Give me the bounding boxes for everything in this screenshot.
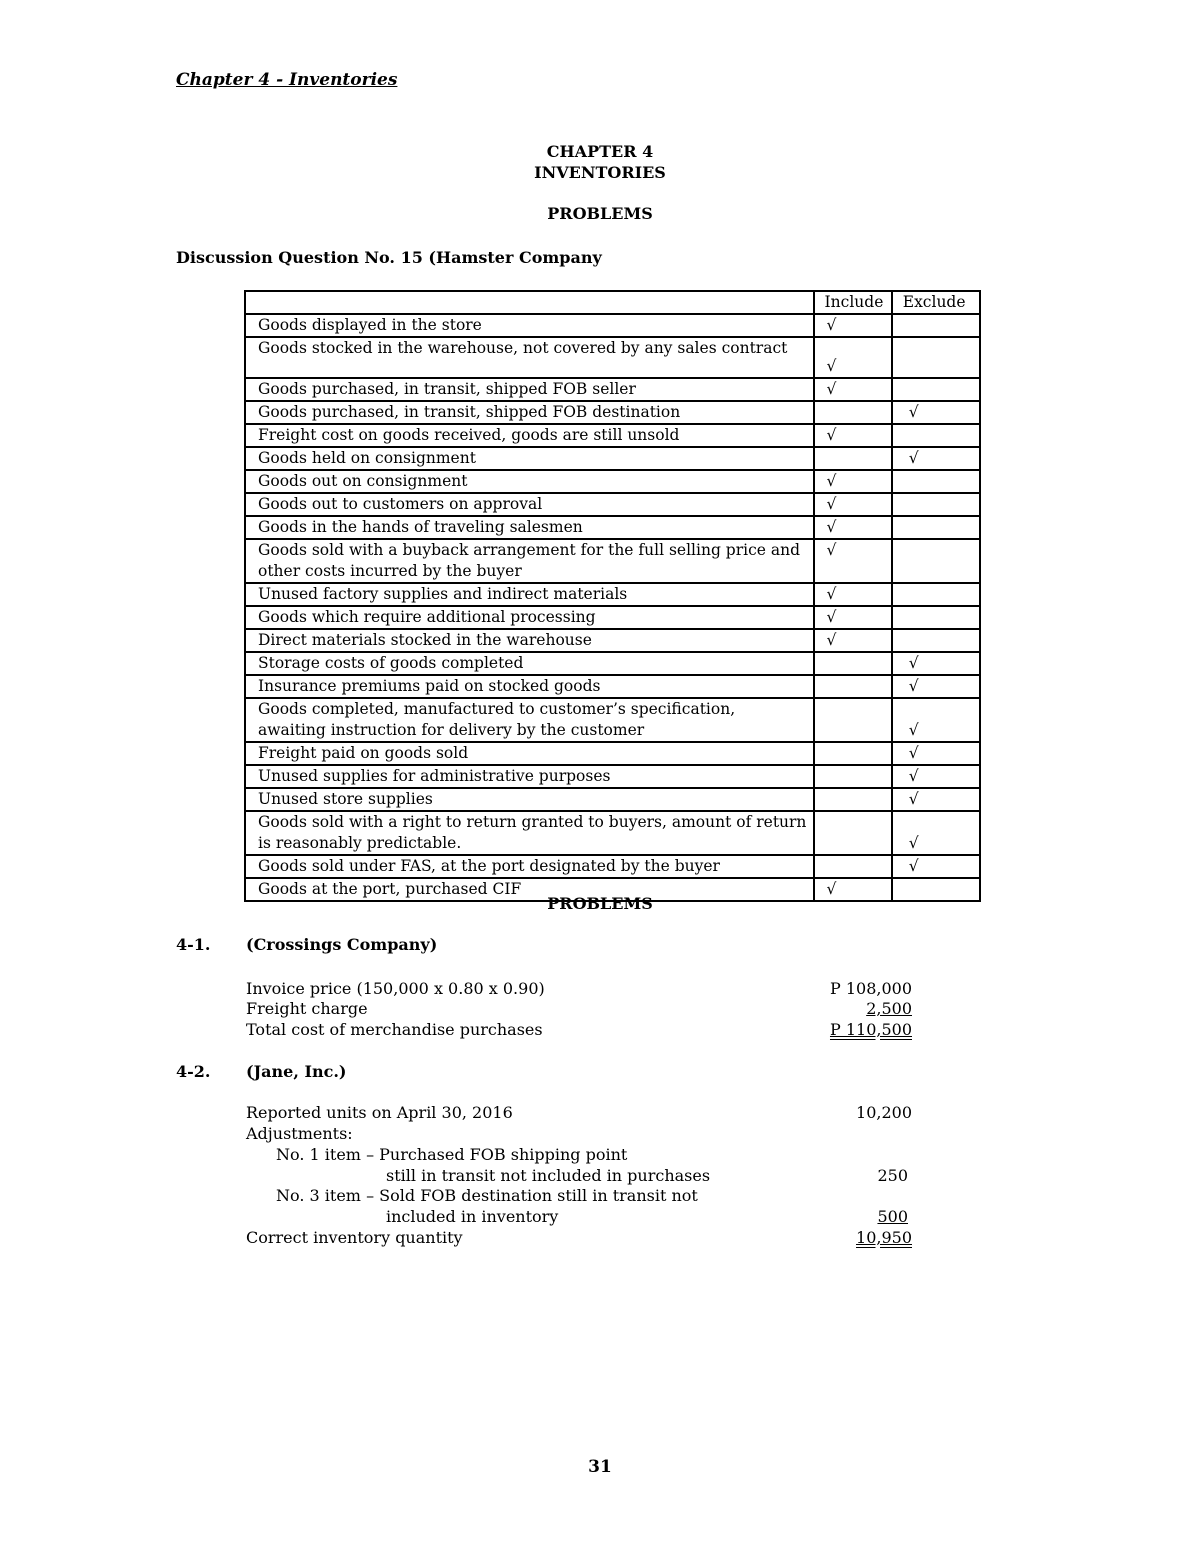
exclude-cell: √ bbox=[892, 855, 980, 878]
item-cell: Storage costs of goods completed bbox=[245, 652, 814, 675]
item-cell: Unused factory supplies and indirect materials bbox=[245, 583, 814, 606]
item-cell: Goods at the port, purchased CIF bbox=[245, 878, 814, 901]
reported-units-label: Reported units on April 30, 2016 bbox=[246, 1103, 513, 1122]
exclude-cell: √ bbox=[892, 652, 980, 675]
include-cell: √ bbox=[814, 583, 892, 606]
item-cell: Goods which require additional processing bbox=[245, 606, 814, 629]
item-cell: Goods out on consignment bbox=[245, 470, 814, 493]
include-cell: √ bbox=[814, 314, 892, 337]
correct-quantity-amount: 10,950 bbox=[856, 1228, 912, 1247]
chapter-title: INVENTORIES bbox=[534, 163, 666, 182]
exclude-cell bbox=[892, 470, 980, 493]
problems-heading: PROBLEMS bbox=[547, 894, 653, 913]
include-cell: √ bbox=[814, 606, 892, 629]
table-row bbox=[245, 424, 980, 447]
item-cell: Goods held on consignment bbox=[245, 447, 814, 470]
include-cell bbox=[814, 652, 892, 675]
item-cell: Goods purchased, in transit, shipped FOB seller bbox=[245, 378, 814, 401]
include-cell bbox=[814, 811, 892, 855]
table-row bbox=[245, 811, 980, 855]
problem-number-4-2: 4-2. bbox=[176, 1062, 211, 1081]
chapter-number: CHAPTER 4 bbox=[546, 142, 654, 161]
exclude-cell: √ bbox=[892, 765, 980, 788]
item-cell: Direct materials stocked in the warehouse bbox=[245, 629, 814, 652]
invoice-price-label: Invoice price (150,000 x 0.80 x 0.90) bbox=[246, 979, 545, 998]
include-cell: √ bbox=[814, 516, 892, 539]
exclude-cell bbox=[892, 493, 980, 516]
invoice-price-amount: P 108,000 bbox=[829, 979, 912, 998]
table-header-row bbox=[245, 291, 980, 314]
table-row bbox=[245, 401, 980, 424]
table-row bbox=[245, 583, 980, 606]
exclude-cell: √ bbox=[892, 788, 980, 811]
item-cell: Insurance premiums paid on stocked goods bbox=[245, 675, 814, 698]
include-cell bbox=[814, 447, 892, 470]
exclude-cell: √ bbox=[892, 811, 980, 855]
exclude-cell bbox=[892, 539, 980, 583]
item-cell: Freight cost on goods received, goods are still unsold bbox=[245, 424, 814, 447]
item-cell: Goods sold under FAS, at the port designated by the buyer bbox=[245, 855, 814, 878]
table-row bbox=[245, 698, 980, 742]
item1-amount: 250 bbox=[877, 1166, 908, 1185]
table-row bbox=[245, 765, 980, 788]
include-cell: √ bbox=[814, 539, 892, 583]
exclude-cell: √ bbox=[892, 675, 980, 698]
table-row bbox=[245, 493, 980, 516]
table-row bbox=[245, 788, 980, 811]
item-cell: Goods sold with a buyback arrangement for the full selling price and other costs incurred by the buyer bbox=[245, 539, 814, 583]
item-cell: Goods stocked in the warehouse, not covered by any sales contract bbox=[245, 337, 814, 378]
include-cell: √ bbox=[814, 470, 892, 493]
table-row bbox=[245, 742, 980, 765]
exclude-cell: √ bbox=[892, 447, 980, 470]
include-cell: √ bbox=[814, 629, 892, 652]
adjustments-label: Adjustments: bbox=[246, 1124, 353, 1143]
include-cell: √ bbox=[814, 493, 892, 516]
exclude-cell bbox=[892, 378, 980, 401]
include-cell bbox=[814, 401, 892, 424]
discussion-question-title: Discussion Question No. 15 (Hamster Company bbox=[176, 248, 602, 267]
item-cell: Goods purchased, in transit, shipped FOB destination bbox=[245, 401, 814, 424]
item-cell: Freight paid on goods sold bbox=[245, 742, 814, 765]
exclude-cell bbox=[892, 424, 980, 447]
table-row bbox=[245, 606, 980, 629]
item3-amount: 500 bbox=[877, 1207, 908, 1226]
total-cost-amount: P 110,500 bbox=[829, 1020, 912, 1039]
item-cell: Goods completed, manufactured to customer’s specification, awaiting instruction for delivery by the customer bbox=[245, 698, 814, 742]
exclude-cell: √ bbox=[892, 698, 980, 742]
problem-name-4-2: (Jane, Inc.) bbox=[246, 1062, 347, 1081]
item3-line1: No. 3 item – Sold FOB destination still in transit not bbox=[276, 1186, 698, 1205]
correct-quantity-label: Correct inventory quantity bbox=[246, 1228, 463, 1247]
item1-line2: still in transit not included in purchases bbox=[386, 1166, 711, 1185]
exclude-cell bbox=[892, 583, 980, 606]
problem-number-4-1: 4-1. bbox=[176, 935, 211, 954]
total-cost-label: Total cost of merchandise purchases bbox=[246, 1020, 543, 1039]
item-cell: Goods sold with a right to return granted to buyers, amount of return is reasonably predictable. bbox=[245, 811, 814, 855]
table-row bbox=[245, 337, 980, 378]
item-cell: Unused store supplies bbox=[245, 788, 814, 811]
exclude-cell bbox=[892, 516, 980, 539]
include-cell: √ bbox=[814, 424, 892, 447]
include-cell: √ bbox=[814, 378, 892, 401]
header-exclude: Exclude bbox=[892, 291, 980, 314]
header-blank-cell bbox=[245, 291, 814, 314]
include-cell: √ bbox=[814, 337, 892, 378]
table-row bbox=[245, 516, 980, 539]
table-row bbox=[245, 447, 980, 470]
exclude-cell: √ bbox=[892, 401, 980, 424]
item-cell: Goods in the hands of traveling salesmen bbox=[245, 516, 814, 539]
inventory-classification-table bbox=[244, 290, 981, 902]
freight-charge-label: Freight charge bbox=[246, 999, 368, 1018]
exclude-cell: √ bbox=[892, 742, 980, 765]
item-cell: Unused supplies for administrative purposes bbox=[245, 765, 814, 788]
item1-line1: No. 1 item – Purchased FOB shipping point bbox=[276, 1145, 628, 1164]
table-row bbox=[245, 629, 980, 652]
exclude-cell bbox=[892, 629, 980, 652]
include-cell bbox=[814, 675, 892, 698]
item-cell: Goods out to customers on approval bbox=[245, 493, 814, 516]
page-number: 31 bbox=[588, 1457, 612, 1477]
include-cell: √ bbox=[814, 878, 892, 901]
item3-line2: included in inventory bbox=[386, 1207, 559, 1226]
table-row bbox=[245, 470, 980, 493]
problem-name-4-1: (Crossings Company) bbox=[246, 935, 438, 954]
header-include: Include bbox=[814, 291, 892, 314]
table-row bbox=[245, 539, 980, 583]
exclude-cell bbox=[892, 314, 980, 337]
include-cell bbox=[814, 855, 892, 878]
table-row bbox=[245, 675, 980, 698]
reported-units-amount: 10,200 bbox=[856, 1103, 912, 1122]
table-row bbox=[245, 855, 980, 878]
table-row bbox=[245, 378, 980, 401]
include-cell bbox=[814, 742, 892, 765]
include-cell bbox=[814, 698, 892, 742]
table-row bbox=[245, 314, 980, 337]
freight-charge-amount: 2,500 bbox=[866, 999, 912, 1018]
running-head: Chapter 4 - Inventories bbox=[176, 70, 398, 90]
include-cell bbox=[814, 788, 892, 811]
table-row bbox=[245, 652, 980, 675]
exclude-cell bbox=[892, 337, 980, 378]
item-cell: Goods displayed in the store bbox=[245, 314, 814, 337]
exclude-cell bbox=[892, 606, 980, 629]
include-cell bbox=[814, 765, 892, 788]
section-heading: PROBLEMS bbox=[547, 204, 653, 223]
